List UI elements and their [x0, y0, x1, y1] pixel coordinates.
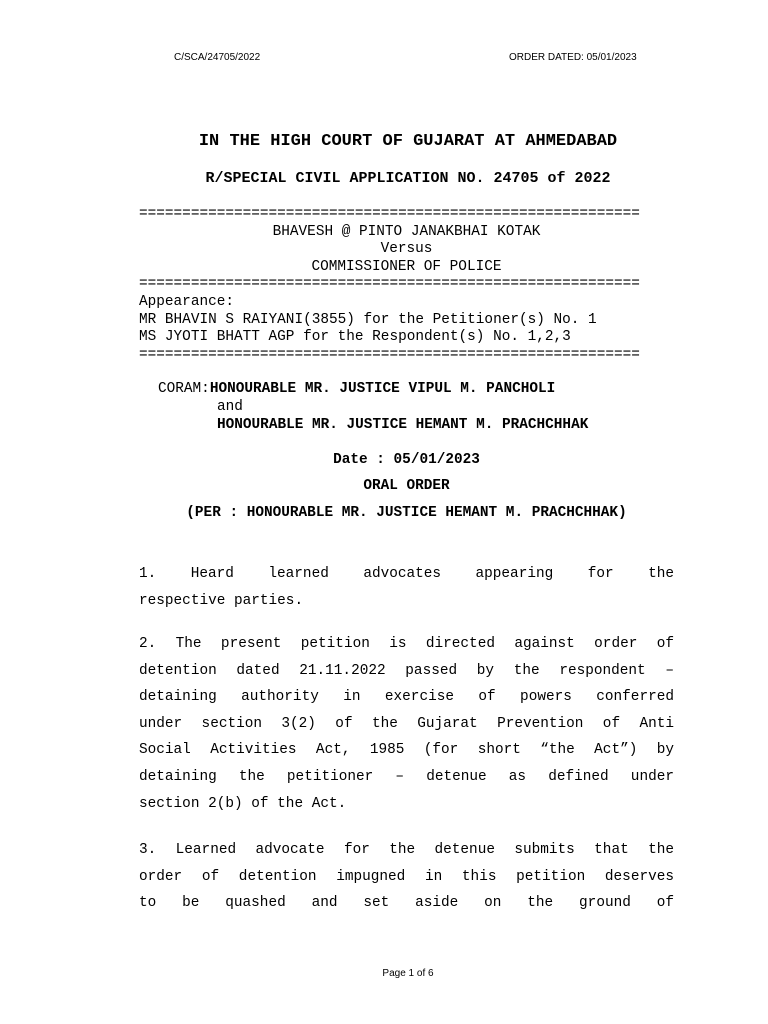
paragraph-line: order of detention impugned in this petition deserves: [139, 868, 674, 885]
appearance-petitioner: MR BHAVIN S RAIYANI(3855) for the Petitioner(s) No. 1: [139, 311, 597, 328]
separator-line: ==========================================================: [139, 346, 640, 363]
separator-line: ==========================================================: [139, 276, 640, 293]
paragraph-2: [139, 631, 674, 817]
order-date: Date : 05/01/2023: [333, 452, 480, 468]
coram-label: CORAM:: [158, 381, 210, 397]
paragraph-line: respective parties.: [139, 592, 304, 609]
judge-two: HONOURABLE MR. JUSTICE HEMANT M. PRACHCHHAK: [217, 417, 589, 433]
coram-and: and: [217, 399, 243, 415]
paragraph-line: section 2(b) of the Act.: [139, 795, 347, 812]
paragraph-line: Social Activities Act, 1985 (for short “the Act”) by: [139, 742, 674, 759]
paragraph-1: [139, 561, 674, 614]
order-title: ORAL ORDER: [363, 478, 450, 494]
judge-one: HONOURABLE MR. JUSTICE VIPUL M. PANCHOLI: [209, 381, 556, 397]
page-number: Page 1 of 6: [382, 968, 434, 979]
order-per: (PER : HONOURABLE MR. JUSTICE HEMANT M. PRACHCHHAK): [186, 505, 627, 521]
header-case-ref: C/SCA/24705/2022: [174, 52, 261, 63]
paragraph-line: 1. Heard learned advocates appearing for the: [139, 566, 674, 582]
appearance-respondent: MS JYOTI BHATT AGP for the Respondent(s) No. 1,2,3: [139, 329, 571, 346]
paragraph-line: 2. The present petition is directed against order of: [139, 636, 674, 652]
petitioner-name: BHAVESH @ PINTO JANAKBHAI KOTAK: [272, 223, 541, 240]
case-number: R/SPECIAL CIVIL APPLICATION NO. 24705 of 2022: [205, 170, 611, 187]
court-title: IN THE HIGH COURT OF GUJARAT AT AHMEDABAD: [198, 132, 618, 151]
separator-line: ==========================================================: [139, 206, 640, 222]
paragraph-line: detaining the petitioner – detenue as defined under: [139, 768, 674, 785]
paragraph-3: [139, 837, 674, 917]
paragraph-line: to be quashed and set aside on the ground of: [139, 895, 674, 912]
paragraph-line: detention dated 21.11.2022 passed by the respondent –: [139, 662, 674, 679]
parties-block: [139, 206, 674, 364]
versus-label: Versus: [380, 241, 433, 258]
paragraph-line: under section 3(2) of the Gujarat Prevention of Anti: [139, 715, 674, 732]
respondent-name: COMMISSIONER OF POLICE: [311, 258, 502, 275]
header-order-date: ORDER DATED: 05/01/2023: [509, 52, 637, 63]
appearance-label: Appearance:: [139, 293, 234, 310]
paragraph-line: detaining authority in exercise of powers conferred: [139, 689, 674, 706]
paragraph-line: 3. Learned advocate for the detenue submits that the: [139, 842, 674, 858]
coram-block: [158, 380, 588, 434]
